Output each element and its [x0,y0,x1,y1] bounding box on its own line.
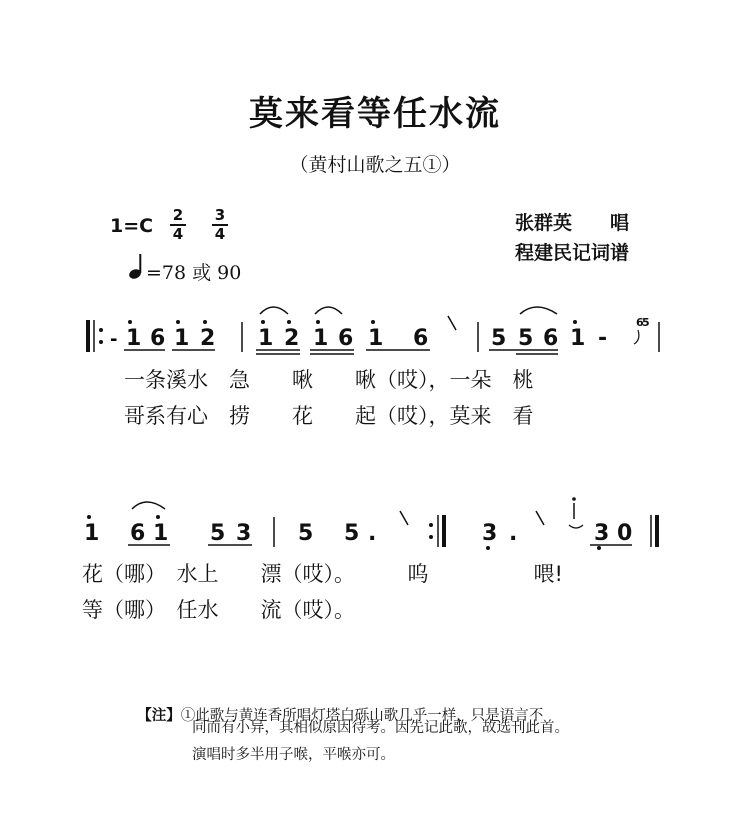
note: 5 [344,521,360,546]
note: 1 [153,521,169,546]
line1-lyrics-verse2: 哥系有心 捞 花 起（哎），莫来 看 [124,404,534,428]
note: 1 [126,326,142,351]
note: 6 [543,326,559,351]
quarter-note-icon [128,252,146,280]
note: 0 [617,521,633,546]
note: 5 [518,326,534,351]
time-signature-2-4 [168,207,188,243]
note: . [368,521,377,546]
song-title: 莫来看等任水流 [249,94,501,134]
note: 1 [313,326,329,351]
note: 5 [298,521,314,546]
note: 1 [258,326,274,351]
line1-lyrics-verse1: 一条溪水 急 啾 啾（哎），一朵 桃 [124,368,534,392]
note: 6 [150,326,166,351]
footnote-line-2: 同而有小异，其相似原因待考。因先记此歌，故选刊此首。 [192,720,569,736]
time-sig-numerator: 3 [214,206,226,224]
time-signature-3-4 [210,207,230,243]
note: 3 [236,521,252,546]
recorder-credit: 程建民记词谱 [515,242,630,264]
footnote-line-1: ①此歌与黄连香所唱灯塔白砾山歌几乎一样，只是语言不 [180,708,544,724]
note: 1 [368,326,384,351]
note: 1 [174,326,190,351]
note: 5 [642,316,650,329]
time-sig-denominator: 4 [172,225,184,243]
singer-credit: 张群英 唱 [515,212,630,234]
note: 3 [594,521,610,546]
note: 6 [413,326,429,351]
note: 6 [636,316,644,329]
note: 2 [200,326,216,351]
score-line-1 [0,300,750,360]
tempo-marking: =78 或 90 [146,262,242,284]
note: . [509,521,518,546]
key-signature [110,215,153,237]
song-subtitle: （黄村山歌之五①） [289,154,461,176]
note: 6 [338,326,354,351]
line2-lyrics-verse1: 花（哪） 水上 漂（哎）。 呜 喂! [82,562,563,586]
note: 1 [570,326,586,351]
note: 2 [284,326,300,351]
footnote-line-3: 演唱时多半用子喉，平喉亦可。 [192,747,395,763]
key-label: 1=C [110,215,154,237]
svg-text:-: - [110,329,118,350]
score-line-2 [0,495,750,555]
line2-lyrics-verse2: 等（哪） 任水 流（哎）。 [82,598,355,622]
note: 5 [491,326,507,351]
note: 5 [210,521,226,546]
note: 6 [130,521,146,546]
note: 3 [482,521,498,546]
note: - [598,326,608,351]
time-sig-numerator: 2 [172,206,184,224]
time-sig-denominator: 4 [214,225,226,243]
footnote-label: 【注】 [137,707,181,724]
note: 1 [84,521,100,546]
